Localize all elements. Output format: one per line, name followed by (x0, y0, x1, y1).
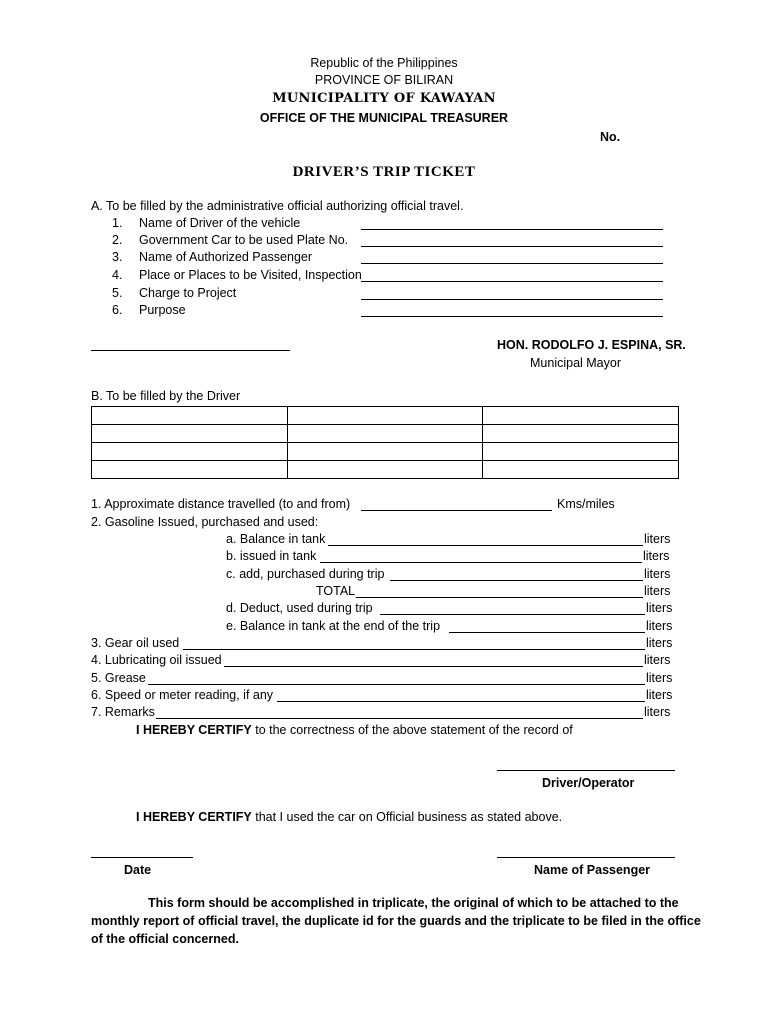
table-cell[interactable] (483, 461, 679, 479)
footer-note-line-1: This form should be accomplished in triplicate, the original of which to be attached to the (148, 896, 679, 910)
gas-end-balance-unit: liters (646, 619, 673, 633)
remarks-field[interactable] (156, 718, 643, 719)
section-a-item-5-label: Charge to Project (139, 286, 237, 300)
gas-balance-label: a. Balance in tank (226, 532, 326, 546)
certify-driver-statement (136, 723, 573, 737)
plate-number-field[interactable] (361, 246, 663, 247)
header-province: PROVINCE OF BILIRAN (314, 73, 454, 87)
header-municipality: MUNICIPALITY OF KAWAYAN (272, 91, 496, 106)
charge-to-project-field[interactable] (361, 299, 663, 300)
header-republic: Republic of the Philippines (310, 56, 458, 70)
lubricating-oil-field[interactable] (224, 666, 643, 667)
section-a-item-3-label: Name of Authorized Passenger (139, 250, 313, 264)
section-a-item-6-num: 6. (112, 303, 123, 317)
grease-field[interactable] (148, 684, 645, 685)
table-row (92, 443, 679, 461)
driver-grid-table (91, 406, 679, 479)
section-a-item-4-label: Place or Places to be Visited, Inspection (139, 268, 362, 282)
gas-total-field[interactable] (356, 597, 643, 598)
date-line[interactable] (91, 857, 193, 858)
table-cell[interactable] (92, 461, 288, 479)
table-cell[interactable] (483, 407, 679, 425)
signatory-name: HON. RODOLFO J. ESPINA, SR. (497, 338, 686, 352)
lubricating-oil-label: 4. Lubricating oil issued (91, 653, 222, 667)
table-cell[interactable] (92, 407, 288, 425)
gas-end-balance-field[interactable] (449, 632, 645, 633)
distance-field[interactable] (361, 510, 552, 511)
table-cell[interactable] (287, 425, 483, 443)
gas-deduct-label: d. Deduct, used during trip (226, 601, 373, 615)
gas-issued-label: b. issued in tank (226, 549, 317, 563)
table-row (92, 461, 679, 479)
table-cell[interactable] (92, 425, 288, 443)
gasoline-heading: 2. Gasoline Issued, purchased and used: (91, 515, 319, 529)
table-cell[interactable] (483, 443, 679, 461)
section-a-item-3-num: 3. (112, 250, 123, 264)
purpose-field[interactable] (361, 316, 663, 317)
signatory-title: Municipal Mayor (530, 356, 622, 370)
date-label: Date (124, 863, 152, 877)
driver-operator-label: Driver/Operator (542, 776, 635, 790)
gas-deduct-field[interactable] (380, 614, 645, 615)
section-b-heading: B. To be filled by the Driver (91, 389, 241, 403)
section-a-item-4-num: 4. (112, 268, 123, 282)
gear-oil-label: 3. Gear oil used (91, 636, 180, 650)
section-a-item-1-label: Name of Driver of the vehicle (139, 216, 301, 230)
passenger-signature-line[interactable] (497, 857, 675, 858)
gas-balance-unit: liters (644, 532, 671, 546)
gas-deduct-unit: liters (646, 601, 673, 615)
table-row (92, 407, 679, 425)
meter-reading-label: 6. Speed or meter reading, if any (91, 688, 274, 702)
gas-purchased-label: c. add, purchased during trip (226, 567, 385, 581)
table-cell[interactable] (287, 407, 483, 425)
gas-balance-field[interactable] (328, 545, 643, 546)
distance-unit: Kms/miles (557, 497, 615, 511)
gas-issued-unit: liters (643, 549, 670, 563)
certify-bold-text: I HEREBY CERTIFY (136, 810, 252, 824)
certify-passenger-statement (136, 810, 562, 824)
table-cell[interactable] (287, 443, 483, 461)
certify-rest-text: to the correctness of the above statement of the record of (251, 723, 573, 737)
table-row (92, 425, 679, 443)
driver-signature-line[interactable] (497, 770, 675, 771)
authorized-passenger-field[interactable] (361, 263, 663, 264)
header-office: OFFICE OF THE MUNICIPAL TREASURER (259, 111, 509, 125)
grease-unit: liters (646, 671, 673, 685)
section-a-item-1-num: 1. (112, 216, 123, 230)
section-a-item-6-label: Purpose (139, 303, 186, 317)
footer-note-line-2: monthly report of official travel, the duplicate id for the guards and the triplicate to be filed in the office (91, 914, 701, 928)
gear-oil-field[interactable] (183, 649, 645, 650)
table-cell[interactable] (287, 461, 483, 479)
gas-purchased-unit: liters (644, 567, 671, 581)
meter-reading-field[interactable] (277, 701, 645, 702)
gas-total-label: TOTAL (316, 584, 356, 598)
section-a-heading: A. To be filled by the administrative official authorizing official travel. (91, 199, 464, 213)
section-a-item-5-num: 5. (112, 286, 123, 300)
gas-issued-field[interactable] (320, 562, 642, 563)
certify-rest-text: that I used the car on Official business as stated above. (251, 810, 563, 824)
section-a-item-2-label: Government Car to be used Plate No. (139, 233, 349, 247)
footer-note-line-3: of the official concerned. (91, 932, 239, 946)
table-cell[interactable] (92, 443, 288, 461)
meter-reading-unit: liters (646, 688, 673, 702)
gas-purchased-field[interactable] (390, 580, 643, 581)
grease-label: 5. Grease (91, 671, 146, 685)
remarks-label: 7. Remarks (91, 705, 155, 719)
table-cell[interactable] (483, 425, 679, 443)
certify-bold-text: I HEREBY CERTIFY (136, 723, 252, 737)
distance-label: 1. Approximate distance travelled (to and from) (91, 497, 351, 511)
gas-end-balance-label: e. Balance in tank at the end of the trip (226, 619, 441, 633)
page-title: DRIVER’S TRIP TICKET (292, 164, 476, 180)
lubricating-oil-unit: liters (644, 653, 671, 667)
official-signature-line[interactable] (91, 350, 290, 351)
remarks-unit: liters (644, 705, 671, 719)
ticket-number-label: No. (600, 130, 621, 144)
driver-name-field[interactable] (361, 229, 663, 230)
gear-oil-unit: liters (646, 636, 673, 650)
places-visited-field[interactable] (361, 281, 663, 282)
passenger-name-label: Name of Passenger (534, 863, 651, 877)
section-a-item-2-num: 2. (112, 233, 123, 247)
gas-total-unit: liters (644, 584, 671, 598)
